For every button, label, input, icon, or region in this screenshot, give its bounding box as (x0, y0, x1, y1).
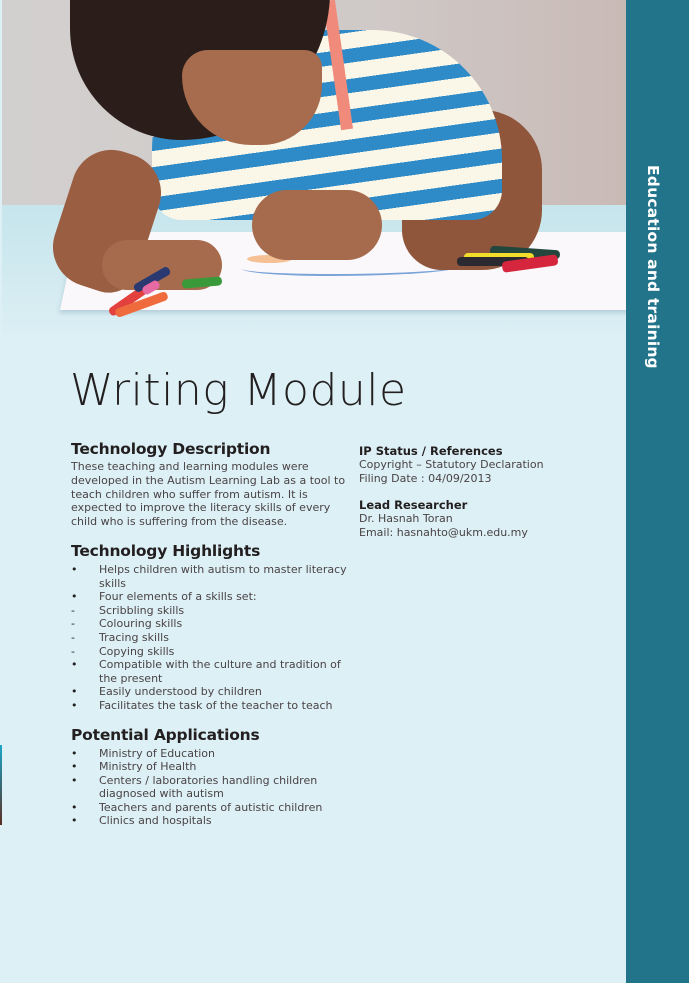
main-column (71, 440, 351, 841)
bullet-icon: • (71, 562, 78, 576)
section-heading: Technology Description (71, 440, 271, 458)
dash-icon: - (71, 603, 75, 617)
copyright-line: Copyright – Statutory Declaration (359, 458, 544, 471)
list-item (71, 699, 351, 713)
list-item-text: Tracing skills (99, 630, 169, 644)
bullet-icon: • (71, 590, 78, 604)
list-item (71, 604, 351, 618)
list-item-text: Teachers and parents of autistic children (99, 800, 323, 814)
applications-list (71, 747, 351, 829)
researcher-email[interactable]: Email: hasnahto@ukm.edu.my (359, 526, 528, 539)
potential-applications-section (71, 726, 351, 829)
list-item (71, 617, 351, 631)
adjacent-page-edge (0, 745, 2, 825)
bullet-icon: • (71, 698, 78, 712)
list-item (71, 747, 351, 761)
lead-researcher-block (359, 498, 599, 540)
hero-photo (2, 0, 626, 340)
list-item-text: Copying skills (99, 644, 175, 658)
list-item (71, 631, 351, 645)
dash-icon: - (71, 644, 75, 658)
list-item-text: Helps children with autism to master literacy skills (99, 562, 347, 590)
category-label: Education and training (644, 165, 662, 369)
list-item-text: Four elements of a skills set: (99, 590, 257, 604)
list-item (71, 563, 351, 590)
list-item-text: Facilitates the task of the teacher to teach (99, 698, 333, 712)
researcher-name: Dr. Hasnah Toran (359, 512, 453, 525)
list-item (71, 801, 351, 815)
bullet-icon: • (71, 773, 78, 787)
highlights-list (71, 563, 351, 713)
description-text: These teaching and learning modules were developed in the Autism Learning Lab as a tool to teach children who suffer from autism. It is expected to improve the literacy skills of every child who is suffering from the disease. (71, 460, 346, 529)
section-heading: Technology Highlights (71, 541, 261, 560)
technology-description-section (71, 440, 351, 529)
photo-hand-right (252, 190, 382, 260)
ip-status-block (359, 444, 599, 486)
list-item-text: Compatible with the culture and tradition of the present (99, 658, 341, 685)
bullet-icon: • (71, 685, 78, 699)
list-item (71, 760, 351, 774)
list-item (71, 685, 351, 699)
list-item-text: Ministry of Health (99, 760, 197, 774)
info-column (359, 444, 599, 552)
dash-icon: - (71, 630, 75, 644)
category-sidebar (626, 0, 689, 983)
list-item (71, 658, 351, 685)
section-heading: Potential Applications (71, 725, 260, 744)
filing-date-line: Filing Date : 04/09/2013 (359, 472, 492, 485)
list-item-text: Easily understood by children (99, 685, 262, 699)
list-item-text: Centers / laboratories handling children diagnosed with autism (99, 773, 318, 801)
technology-highlights-section (71, 542, 351, 713)
info-heading: IP Status / References (359, 444, 503, 458)
list-item-text: Ministry of Education (99, 746, 216, 760)
list-item (71, 645, 351, 659)
bullet-icon: • (71, 658, 78, 672)
bullet-icon: • (71, 800, 78, 814)
list-item-text: Scribbling skills (99, 603, 185, 617)
list-item (71, 590, 351, 604)
dash-icon: - (71, 617, 75, 631)
bullet-icon: • (71, 760, 78, 774)
bullet-icon: • (71, 746, 78, 760)
list-item (71, 774, 351, 801)
page-title: Writing Module (70, 365, 407, 416)
bullet-icon: • (71, 814, 78, 828)
list-item-text: Clinics and hospitals (99, 814, 212, 828)
list-item-text: Colouring skills (99, 617, 183, 631)
list-item (71, 814, 351, 828)
info-heading: Lead Researcher (359, 498, 468, 512)
